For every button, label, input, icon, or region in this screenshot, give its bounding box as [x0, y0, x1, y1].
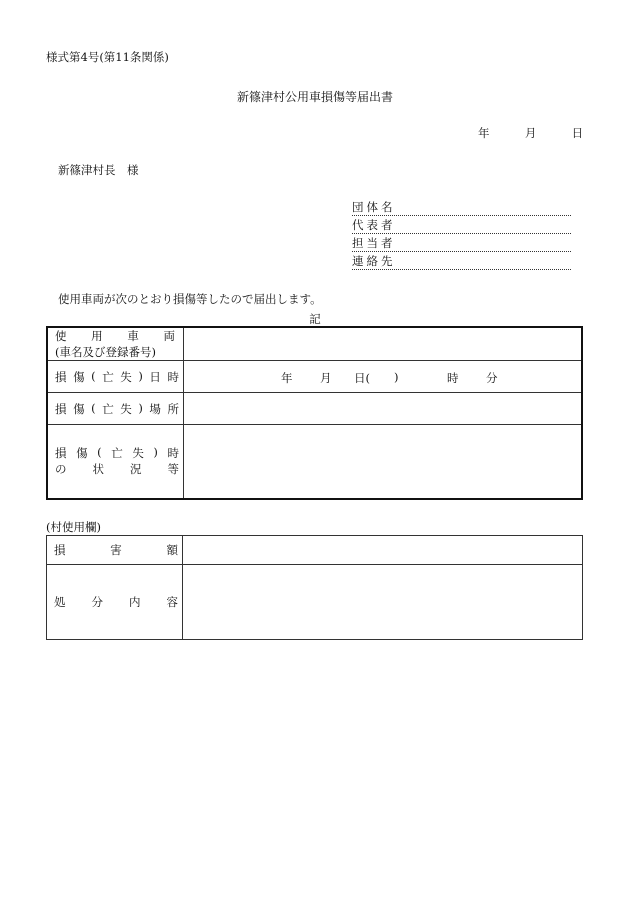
damage-situation-field[interactable]: [184, 425, 583, 499]
applicant-person-in-charge-label: 担当者: [352, 236, 396, 250]
date-month-label: 月: [524, 126, 537, 140]
report-table: [46, 326, 583, 500]
statement: 使用車両が次のとおり損傷等したので届出します。: [58, 292, 322, 306]
submission-date: [478, 125, 583, 141]
vehicle-label: 使 用 車 両 (車名及び登録番号): [47, 327, 184, 361]
applicant-representative-field[interactable]: [352, 218, 571, 234]
damage-situation-label: 損 傷 ( 亡 失 ) 時 の 状 況 等: [47, 425, 184, 499]
form-number: 様式第4号(第11条関係): [46, 50, 169, 64]
applicant-contact-label: 連絡先: [352, 254, 396, 268]
applicant-organization-label: 団体名: [352, 200, 396, 214]
damage-amount-field[interactable]: [183, 536, 583, 565]
damage-datetime-label: 損 傷 ( 亡 失 ) 日 時: [47, 361, 184, 393]
vehicle-value-field[interactable]: [184, 327, 583, 361]
damage-datetime-field[interactable]: 年 月 日( ) 時 分: [184, 361, 583, 393]
recipient: 新篠津村長 様: [58, 163, 139, 177]
applicant-representative-label: 代表者: [352, 218, 396, 232]
village-use-note: (村使用欄): [46, 520, 101, 534]
ki-heading: 記: [309, 312, 321, 326]
disposition-label: 処 分 内 容: [47, 565, 183, 640]
damage-location-label: 損 傷 ( 亡 失 ) 場 所: [47, 393, 184, 425]
disposition-field[interactable]: [183, 565, 583, 640]
damage-location-field[interactable]: [184, 393, 583, 425]
date-year-label: 年: [478, 126, 490, 140]
applicant-contact-field[interactable]: [352, 254, 571, 270]
applicant-organization-field[interactable]: [352, 200, 571, 216]
damage-amount-label: 損 害 額: [47, 536, 183, 565]
date-day-label: 日: [571, 126, 584, 140]
applicant-person-in-charge-field[interactable]: [352, 236, 571, 252]
document-title: 新篠津村公用車損傷等届出書: [236, 90, 393, 104]
village-use-table: [46, 535, 583, 640]
